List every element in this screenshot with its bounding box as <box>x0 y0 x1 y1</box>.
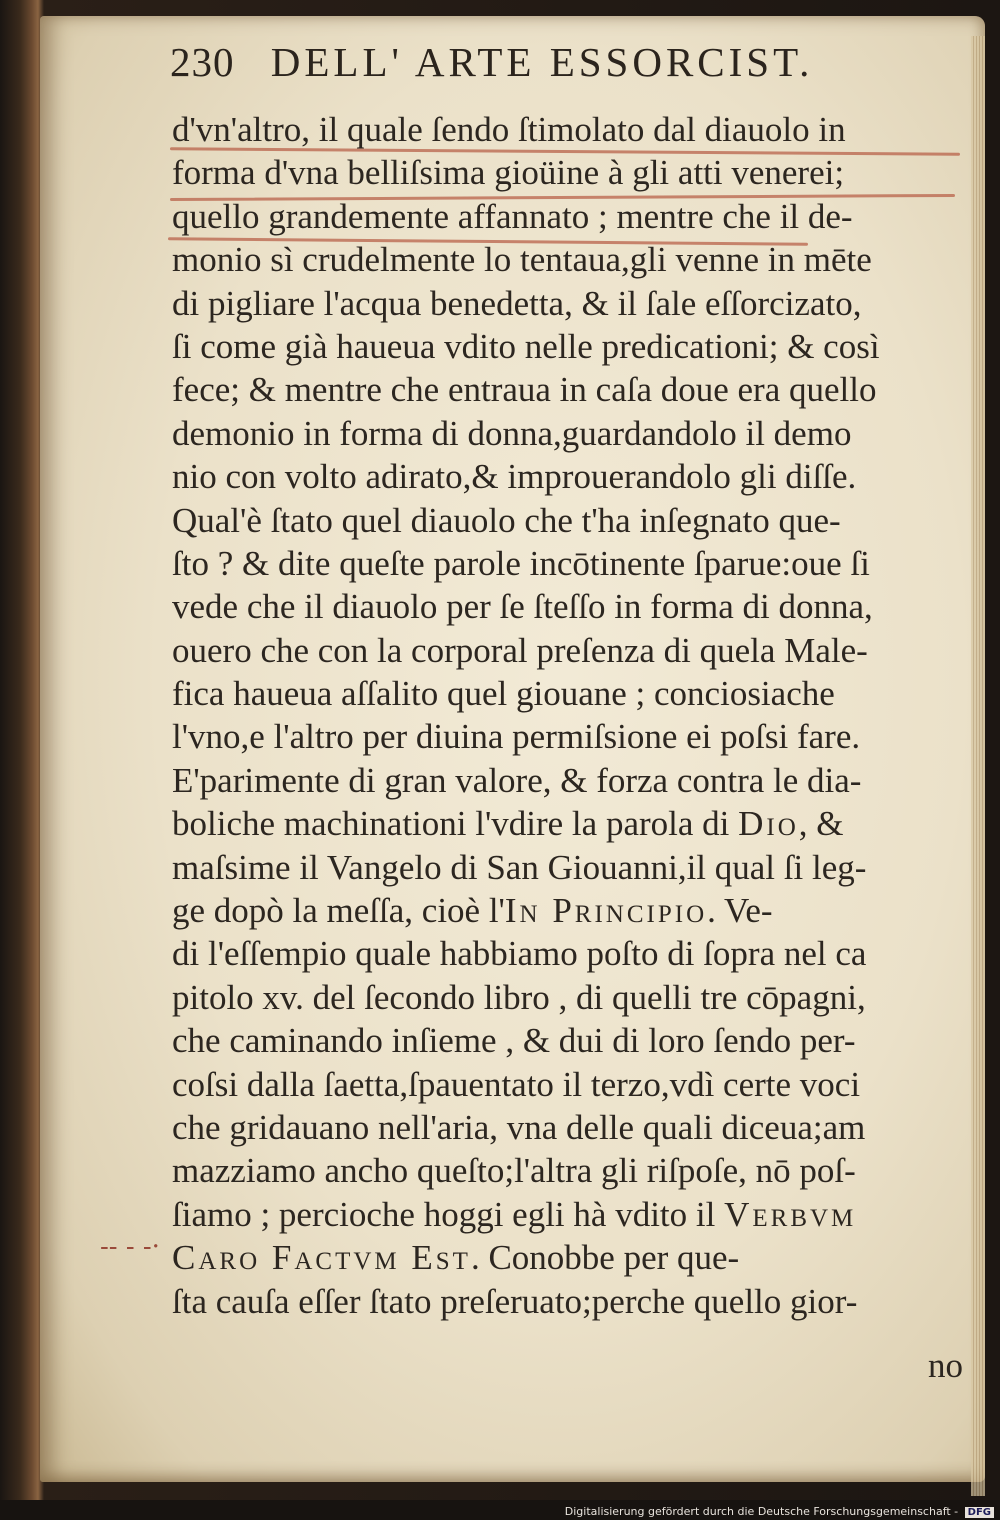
text-line <box>172 282 962 325</box>
text-segment: l'vno,e l'altro per diuina permiſsione ei poſsi fare. <box>172 717 861 757</box>
page-number: 230 <box>170 39 235 85</box>
page-edges <box>971 36 985 1496</box>
text-line <box>172 846 962 889</box>
catchword: no <box>928 1346 963 1385</box>
text-line <box>172 976 962 1019</box>
small-caps-text: Dio <box>738 804 799 844</box>
text-line <box>172 1149 962 1192</box>
text-line <box>172 455 962 498</box>
small-caps-text: Caro Factvm Est <box>172 1238 471 1278</box>
footer-text: Digitalisierung gefördert durch die Deutsche Forschungsgemeinschaft - <box>564 1505 962 1518</box>
text-segment: mazziamo ancho queſto;l'altra gli riſpoſe, nō poſ- <box>172 1151 856 1191</box>
text-line <box>172 499 962 542</box>
text-segment: demonio in forma di donna,guardandolo il demo <box>172 413 852 453</box>
footer-credit <box>565 1505 994 1518</box>
text-segment: nio con volto adirato,& improuerandolo gli diſſe. <box>172 457 857 497</box>
dfg-logo: DFG <box>965 1507 994 1518</box>
text-segment: quello grandemente affannato ; mentre che il de- <box>172 196 853 236</box>
text-line <box>172 542 962 585</box>
text-segment: E'parimente di gran valore, & forza contra le dia- <box>172 760 862 800</box>
text-segment: vede che il diauolo per ſe ſteſſo in forma di donna, <box>172 587 873 627</box>
text-segment: di l'eſſempio quale habbiamo poſto di ſopra nel ca <box>172 934 867 974</box>
text-line <box>172 629 962 672</box>
text-segment: boliche machinationi l'vdire la parola di <box>172 804 739 844</box>
text-line <box>172 932 962 975</box>
text-segment: . Conobbe per que- <box>470 1238 740 1278</box>
text-line <box>172 412 962 455</box>
text-line <box>172 889 962 932</box>
text-line <box>172 325 962 368</box>
text-segment: monio sì crudelmente lo tentaua,gli venne in mēte <box>172 240 872 280</box>
text-segment: fece; & mentre che entraua in caſa doue era quello <box>172 370 877 410</box>
running-header <box>170 38 813 88</box>
text-segment: ouero che con la corporal preſenza di quela Male- <box>172 630 868 670</box>
text-line <box>172 368 962 411</box>
text-segment: coſsi dalla ſaetta,ſpauentato il terzo,vdì certe voci <box>172 1064 861 1104</box>
text-line <box>172 1280 962 1323</box>
page-body-text <box>172 108 962 1323</box>
text-line <box>172 195 962 238</box>
text-segment: di pigliare l'acqua benedetta, & il ſale eſſorcizato, <box>172 283 862 323</box>
text-segment: che gridauano nell'aria, vna delle quali diceua;am <box>172 1107 866 1147</box>
text-line <box>172 759 962 802</box>
text-segment: che caminando inſieme , & dui di loro ſendo per- <box>172 1021 856 1061</box>
text-line <box>172 151 962 194</box>
text-segment: ſi come già haueua vdito nelle predicationi; & così <box>172 326 880 366</box>
small-caps-text: Verbvm <box>724 1194 857 1234</box>
text-line <box>172 1236 962 1279</box>
text-segment: pitolo xv. del ſecondo libro , di quelli tre cōpagni, <box>172 977 866 1017</box>
text-line <box>172 1063 962 1106</box>
text-segment: ſiamo ; percioche hoggi egli hà vdito il <box>172 1194 725 1234</box>
text-line <box>172 1106 962 1149</box>
text-segment: forma d'vna belliſsima gioüine à gli atti venerei; <box>172 153 845 193</box>
text-segment: . Ve- <box>707 891 773 931</box>
text-segment: ſto ? & dite queſte parole incōtinente ſparue:oue ſi <box>172 543 870 583</box>
text-segment: , & <box>798 804 844 844</box>
margin-pen-mark: -- - -· <box>100 1232 160 1262</box>
text-segment: fica haueua aſſalito quel giouane ; conciosiache <box>172 674 835 714</box>
text-line <box>172 715 962 758</box>
text-line <box>172 1193 962 1236</box>
text-segment: ge dopò la meſſa, cioè l' <box>172 891 505 931</box>
text-segment: maſsime il Vangelo di San Giouanni,il qual ſi leg- <box>172 847 867 887</box>
text-line <box>172 238 962 281</box>
text-segment: Qual'è ſtato quel diauolo che t'ha inſegnato que- <box>172 500 841 540</box>
small-caps-text: In Principio <box>504 891 708 931</box>
text-line <box>172 585 962 628</box>
text-line <box>172 1019 962 1062</box>
text-segment: ſta cauſa eſſer ſtato preſeruato;perche quello gior- <box>172 1281 858 1321</box>
text-line <box>172 108 962 151</box>
running-title: DELL' ARTE ESSORCIST. <box>270 39 814 85</box>
text-segment: d'vn'altro, il quale ſendo ſtimolato dal diauolo in <box>172 110 846 149</box>
text-line <box>172 802 962 845</box>
text-line <box>172 672 962 715</box>
